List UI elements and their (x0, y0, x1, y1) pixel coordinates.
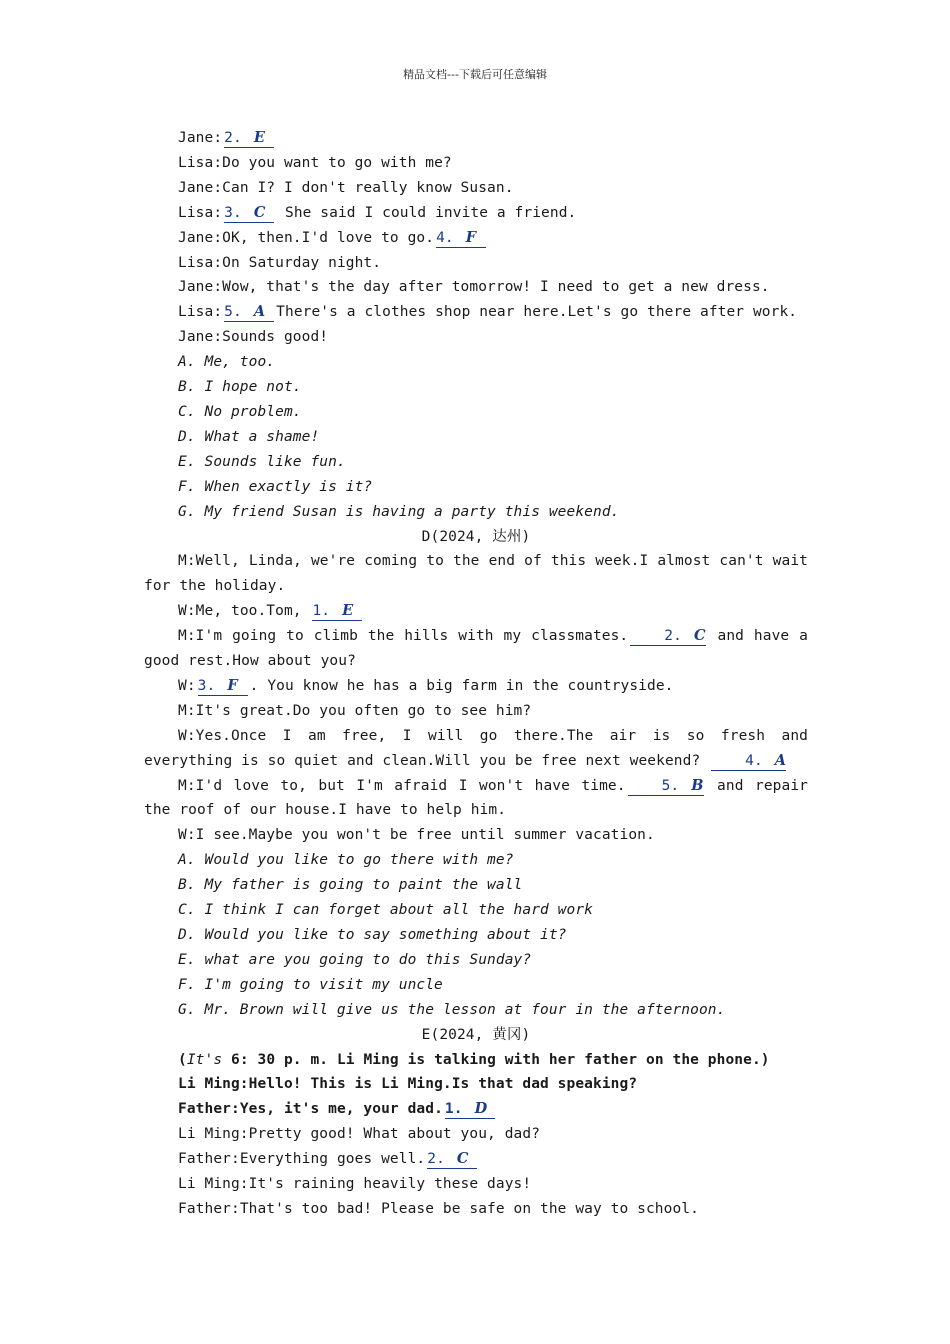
speaker-name: Li Ming: (178, 1126, 249, 1143)
answer-option: D. What a shame! (178, 428, 320, 445)
blank-number: 3. (224, 204, 242, 221)
answer-blank (312, 602, 362, 621)
section-c-dialogue (144, 126, 808, 350)
answer-option: G. My friend Susan is having a party this weekend. (178, 503, 620, 520)
answer-blank (711, 752, 786, 771)
dialogue-line (144, 176, 808, 201)
dialogue-text: Wow, that's the day after tomorrow! I need to get a new dress. (222, 279, 770, 296)
answer-option: B. My father is going to paint the wall (178, 877, 523, 894)
dialogue-text: Yes, it's me, your dad. (239, 1101, 443, 1118)
dialogue-line (144, 275, 808, 300)
answer-option: F. I'm going to visit my uncle (178, 976, 443, 993)
dialogue-line (144, 251, 808, 276)
blank-answer: B (691, 776, 704, 794)
page-header: 精品文档---下载后可任意编辑 (403, 68, 547, 81)
speaker-name: W: (178, 727, 196, 744)
dialogue-text: I'm going to climb the hills with my classmates. (195, 628, 629, 645)
speaker-name: M: (178, 777, 196, 794)
dialogue-line (144, 549, 817, 599)
answer-option: B. I hope not. (178, 379, 302, 396)
speaker-name: W: (178, 603, 196, 620)
blank-answer: D (474, 1100, 488, 1118)
answer-option: A. Me, too. (178, 354, 276, 371)
dialogue-text: and repair the roof of our house.I have to help him. (144, 777, 817, 819)
dialogue-text: . You know he has a big farm in the countryside. (249, 677, 674, 694)
speaker-name: Father: (178, 1151, 240, 1168)
speaker-name: M: (178, 628, 196, 645)
answer-option: E. what are you going to do this Sunday? (178, 951, 532, 968)
dialogue-text: Pretty good! What about you, dad? (248, 1126, 541, 1143)
blank-number: 2. (427, 1151, 445, 1168)
speaker-name: Jane: (178, 279, 223, 296)
dialogue-text: Can I? I don't really know Susan. (222, 179, 514, 196)
speaker-name: Father: (178, 1200, 240, 1217)
answer-blank (224, 303, 274, 322)
speaker-name: W: (178, 827, 196, 844)
blank-number: 2. (664, 628, 682, 645)
blank-answer: E (342, 602, 354, 620)
speaker-name: M: (178, 702, 196, 719)
dialogue-line (144, 624, 817, 674)
dialogue-line (144, 1147, 808, 1172)
blank-answer: A (774, 751, 787, 769)
speaker-name: M: (178, 553, 196, 570)
dialogue-text: OK, then.I'd love to go. (222, 229, 435, 246)
blank-answer: E (253, 129, 265, 146)
blank-number: 5. (224, 304, 242, 321)
answer-option: G. Mr. Brown will give us the lesson at four in the afternoon. (178, 1001, 726, 1018)
speaker-name: Jane: (178, 329, 223, 346)
blank-answer: C (253, 203, 266, 221)
dialogue-text: and have a good rest.How about you? (144, 628, 817, 670)
section-e-dialogue (144, 1072, 808, 1221)
dialogue-line (144, 126, 808, 151)
dialogue-line (144, 774, 817, 824)
speaker-name: Jane: (178, 229, 223, 246)
answer-option: C. I think I can forget about all the hard work (178, 902, 593, 919)
blank-answer: F (227, 676, 238, 694)
answer-blank (224, 129, 274, 148)
speaker-name: Li Ming: (178, 1076, 249, 1093)
section-d-options (144, 848, 808, 1022)
speaker-name: Lisa: (178, 204, 223, 221)
speaker-name: Father: (178, 1101, 240, 1118)
dialogue-line (144, 151, 808, 176)
blank-answer: C (693, 627, 706, 645)
speaker-name: Jane: (178, 179, 223, 196)
speaker-name: Jane: (178, 130, 223, 146)
blank-number: 4. (745, 752, 763, 769)
section-e-title: E(2024, 黄冈) (421, 1026, 531, 1043)
blank-answer: F (465, 228, 477, 246)
dialogue-line (144, 599, 808, 624)
dialogue-line (144, 201, 808, 226)
answer-option: C. No problem. (178, 403, 302, 420)
dialogue-text: It's great.Do you often go to see him? (195, 702, 532, 719)
blank-number: 1. (444, 1101, 463, 1118)
dialogue-text: That's too bad! Please be safe on the way to school. (239, 1200, 699, 1217)
blank-number: 2. (224, 130, 242, 146)
blank-answer: A (253, 303, 266, 321)
dialogue-text: Yes.Once I am free, I will go there.The air is so fresh and everything is so quiet and clean.Will you be free next weekend? (144, 727, 817, 769)
answer-option: A. Would you like to go there with me? (178, 852, 514, 869)
dialogue-line (144, 325, 808, 350)
answer-blank (198, 677, 248, 696)
dialogue-line (144, 1122, 808, 1147)
answer-option: E. Sounds like fun. (178, 453, 346, 470)
dialogue-text: Do you want to go with me? (222, 154, 452, 171)
dialogue-text: Well, Linda, we're coming to the end of this week.I almost can't wait for the holiday. (144, 553, 817, 595)
dialogue-text: There's a clothes shop near here.Let's go there after work. (276, 304, 798, 321)
blank-answer: C (456, 1150, 469, 1168)
speaker-name: Lisa: (178, 254, 223, 271)
dialogue-text: I see.Maybe you won't be free until summer vacation. (195, 827, 655, 844)
dialogue-line (144, 699, 808, 724)
dialogue-text: On Saturday night. (222, 254, 382, 271)
answer-blank (628, 777, 704, 796)
intro-its: It's (186, 1051, 223, 1068)
dialogue-line (144, 1097, 808, 1122)
document-body (144, 126, 817, 1222)
dialogue-text: I'd love to, but I'm afraid I won't have time. (195, 777, 626, 794)
intro-text: 6: 30 p. m. Li Ming is talking with her father on the phone. (222, 1051, 761, 1068)
speaker-name: W: (178, 677, 196, 694)
section-d-dialogue (144, 549, 817, 848)
dialogue-line (144, 1197, 808, 1222)
dialogue-line (144, 1072, 808, 1097)
blank-number: 5. (661, 777, 680, 794)
dialogue-text: Everything goes well. (239, 1151, 426, 1168)
dialogue-text: It's raining heavily these days! (248, 1176, 532, 1193)
dialogue-text: Hello! This is Li Ming.Is that dad speaking? (248, 1076, 638, 1093)
speaker-name: Lisa: (178, 304, 223, 321)
dialogue-text: Sounds good! (222, 329, 329, 346)
section-c-options (144, 350, 808, 524)
answer-option: D. Would you like to say something about it? (178, 927, 567, 943)
section-e-intro: (It's 6: 30 p. m. Li Ming is talking with her father on the phone.) (178, 1051, 770, 1068)
dialogue-line (144, 724, 817, 774)
answer-blank (436, 229, 486, 248)
dialogue-text: Me, too.Tom, (195, 603, 311, 620)
blank-number: 1. (312, 603, 331, 620)
dialogue-text: She said I could invite a friend. (276, 204, 577, 221)
dialogue-line (144, 1172, 808, 1197)
blank-number: 3. (197, 677, 216, 694)
answer-blank (427, 1150, 477, 1169)
answer-option: F. When exactly is it? (178, 478, 373, 495)
speaker-name: Li Ming: (178, 1176, 249, 1193)
section-d-title: D(2024, 达州) (421, 528, 531, 545)
dialogue-line (144, 674, 808, 699)
dialogue-line (144, 226, 808, 251)
dialogue-line (144, 300, 808, 325)
answer-blank (224, 204, 274, 223)
blank-number: 4. (436, 229, 454, 246)
answer-blank (445, 1100, 495, 1119)
answer-blank (630, 627, 705, 646)
speaker-name: Lisa: (178, 154, 223, 171)
dialogue-line (144, 823, 808, 848)
